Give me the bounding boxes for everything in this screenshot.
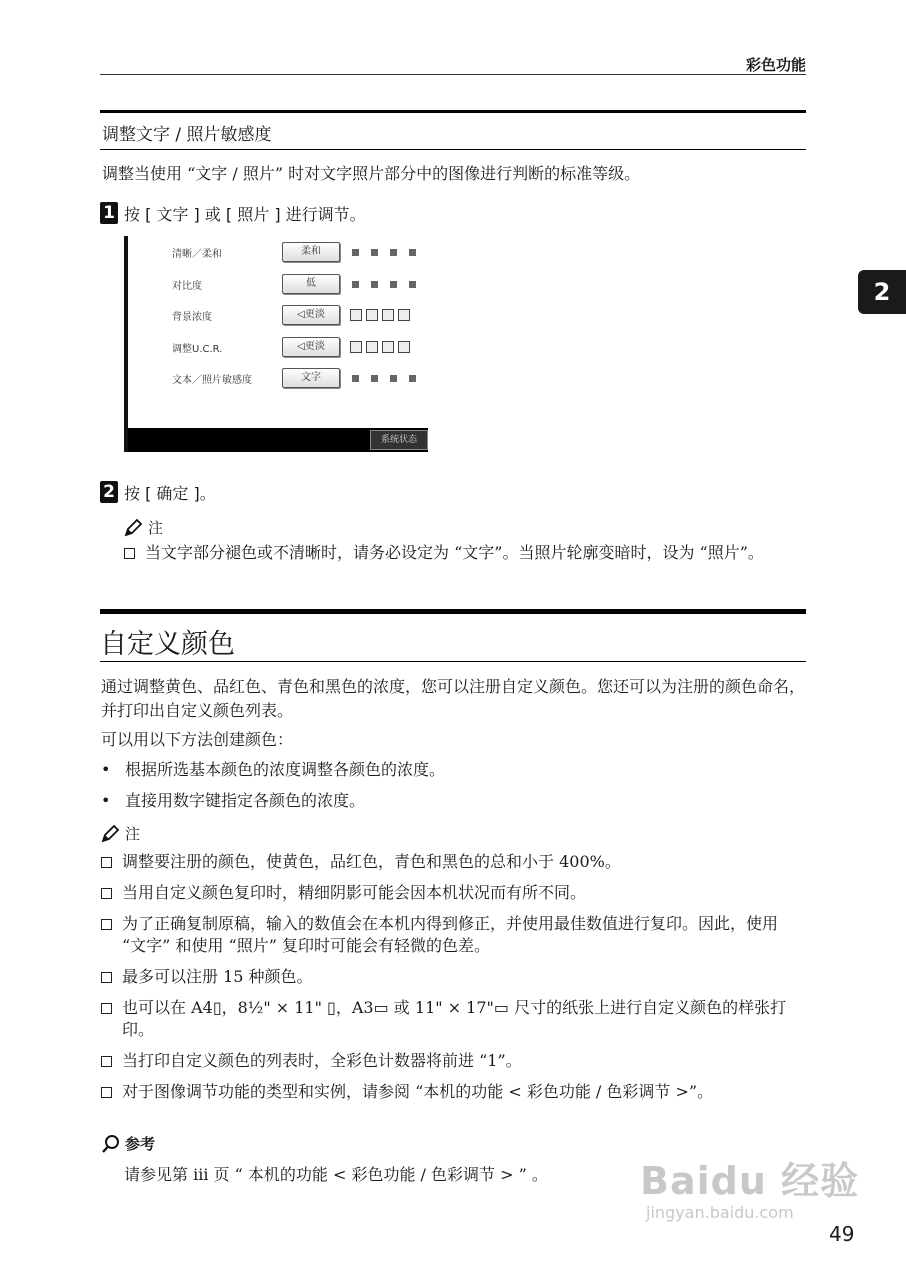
baidu-watermark: Baidu 经验 jingyan.baidu.com [640, 1159, 860, 1222]
panel-row [172, 241, 428, 263]
reference-text: 请参见第 iii 页 “ 本机的功能 < 彩色功能 / 色彩调节 > ” 。 [124, 1165, 548, 1184]
note-item: 对于图像调节功能的类型和实例，请参阅 “本机的功能 < 彩色功能 / 色彩调节 >”。 [101, 1081, 741, 1103]
note-label: 注 [148, 519, 164, 537]
panel-row-button[interactable]: ◁更淡 [282, 305, 340, 325]
note-item: 为了正确复制原稿，输入的数值会在本机内得到修正，并使用最佳数值进行复印。因此，使用 “文字” 和使用 “照片” 复印时可能会有轻微的色差。 [101, 913, 807, 957]
panel-row [172, 367, 428, 389]
panel-row-label: 清晰／柔和 [172, 248, 222, 260]
panel-row-label: 对比度 [172, 280, 202, 292]
section-rule-top [100, 609, 806, 614]
panel-row [172, 336, 428, 358]
step-number-1: 1 [100, 202, 118, 224]
system-status-button[interactable]: 系统状态 [370, 430, 428, 450]
section-rule-top [100, 110, 806, 113]
note-heading [124, 517, 163, 538]
note-label: 注 [125, 825, 141, 843]
pencil-icon [124, 519, 144, 537]
note-item: 当用自定义颜色复印时，精细阴影可能会因本机状况而有所不同。 [101, 882, 807, 904]
panel-row-label: 调整U.C.R. [172, 343, 223, 355]
section-rule-bottom [100, 149, 806, 150]
section-title: 自定义颜色 [100, 629, 235, 660]
magnifier-icon [101, 1134, 121, 1154]
note-item: 当打印自定义颜色的列表时，全彩色计数器将前进 “1”。 [101, 1050, 807, 1072]
section-heading: 调整文字 / 照片敏感度 [102, 125, 272, 145]
list-item: • 直接用数字键指定各颜色的浓度。 [101, 791, 366, 810]
methods-lead: 可以用以下方法创建颜色： [101, 730, 294, 749]
panel-row-button[interactable]: 文字 [282, 368, 340, 388]
checkbox-bullet-icon [124, 548, 135, 559]
section-rule-bottom [100, 661, 806, 662]
note-heading [101, 823, 140, 844]
note-item: 调整要注册的颜色，使黄色，品红色，青色和黑色的总和小于 400%。 [101, 851, 807, 873]
step-text-1: 按 [ 文字 ] 或 [ 照片 ] 进行调节。 [124, 205, 366, 224]
settings-panel-screenshot [124, 236, 428, 452]
step-number-2: 2 [100, 481, 118, 503]
panel-row [172, 304, 428, 326]
note-item: 最多可以注册 15 种颜色。 [101, 966, 807, 988]
panel-row-button[interactable]: 低 [282, 274, 340, 294]
reference-heading [101, 1133, 155, 1154]
panel-row-button[interactable]: ◁更淡 [282, 337, 340, 357]
header-rule [100, 74, 806, 75]
panel-row [172, 273, 428, 295]
level-marker [352, 249, 359, 256]
header-title: 彩色功能 [745, 56, 806, 74]
panel-row-button[interactable]: 柔和 [282, 242, 340, 262]
reference-label: 参考 [125, 1135, 156, 1153]
page-number: 49 [829, 1222, 855, 1246]
section-intro: 调整当使用 “文字 / 照片” 时对文字照片部分中的图像进行判断的标准等级。 [102, 164, 641, 183]
pencil-icon [101, 825, 121, 843]
section-intro: 通过调整黄色、品红色、青色和黑色的浓度，您可以注册自定义颜色。您还可以为注册的颜色命名，并打印出自定义颜色列表。 [101, 677, 806, 720]
step-text-2: 按 [ 确定 ]。 [124, 484, 216, 503]
note-item: 当文字部分褪色或不清晰时，请务必设定为 “文字”。当照片轮廓变暗时，设为 “照片”。 [124, 542, 808, 564]
note-item: 也可以在 A4▯，8½" × 11" ▯，A3▭ 或 11" × 17"▭ 尺寸的纸张上进行自定义颜色的样张打印。 [101, 997, 807, 1041]
panel-row-label: 文本／照片敏感度 [172, 374, 252, 386]
panel-row-label: 背景浓度 [172, 311, 212, 323]
chapter-tab: 2 [858, 270, 906, 314]
list-item: • 根据所选基本颜色的浓度调整各颜色的浓度。 [101, 760, 446, 779]
